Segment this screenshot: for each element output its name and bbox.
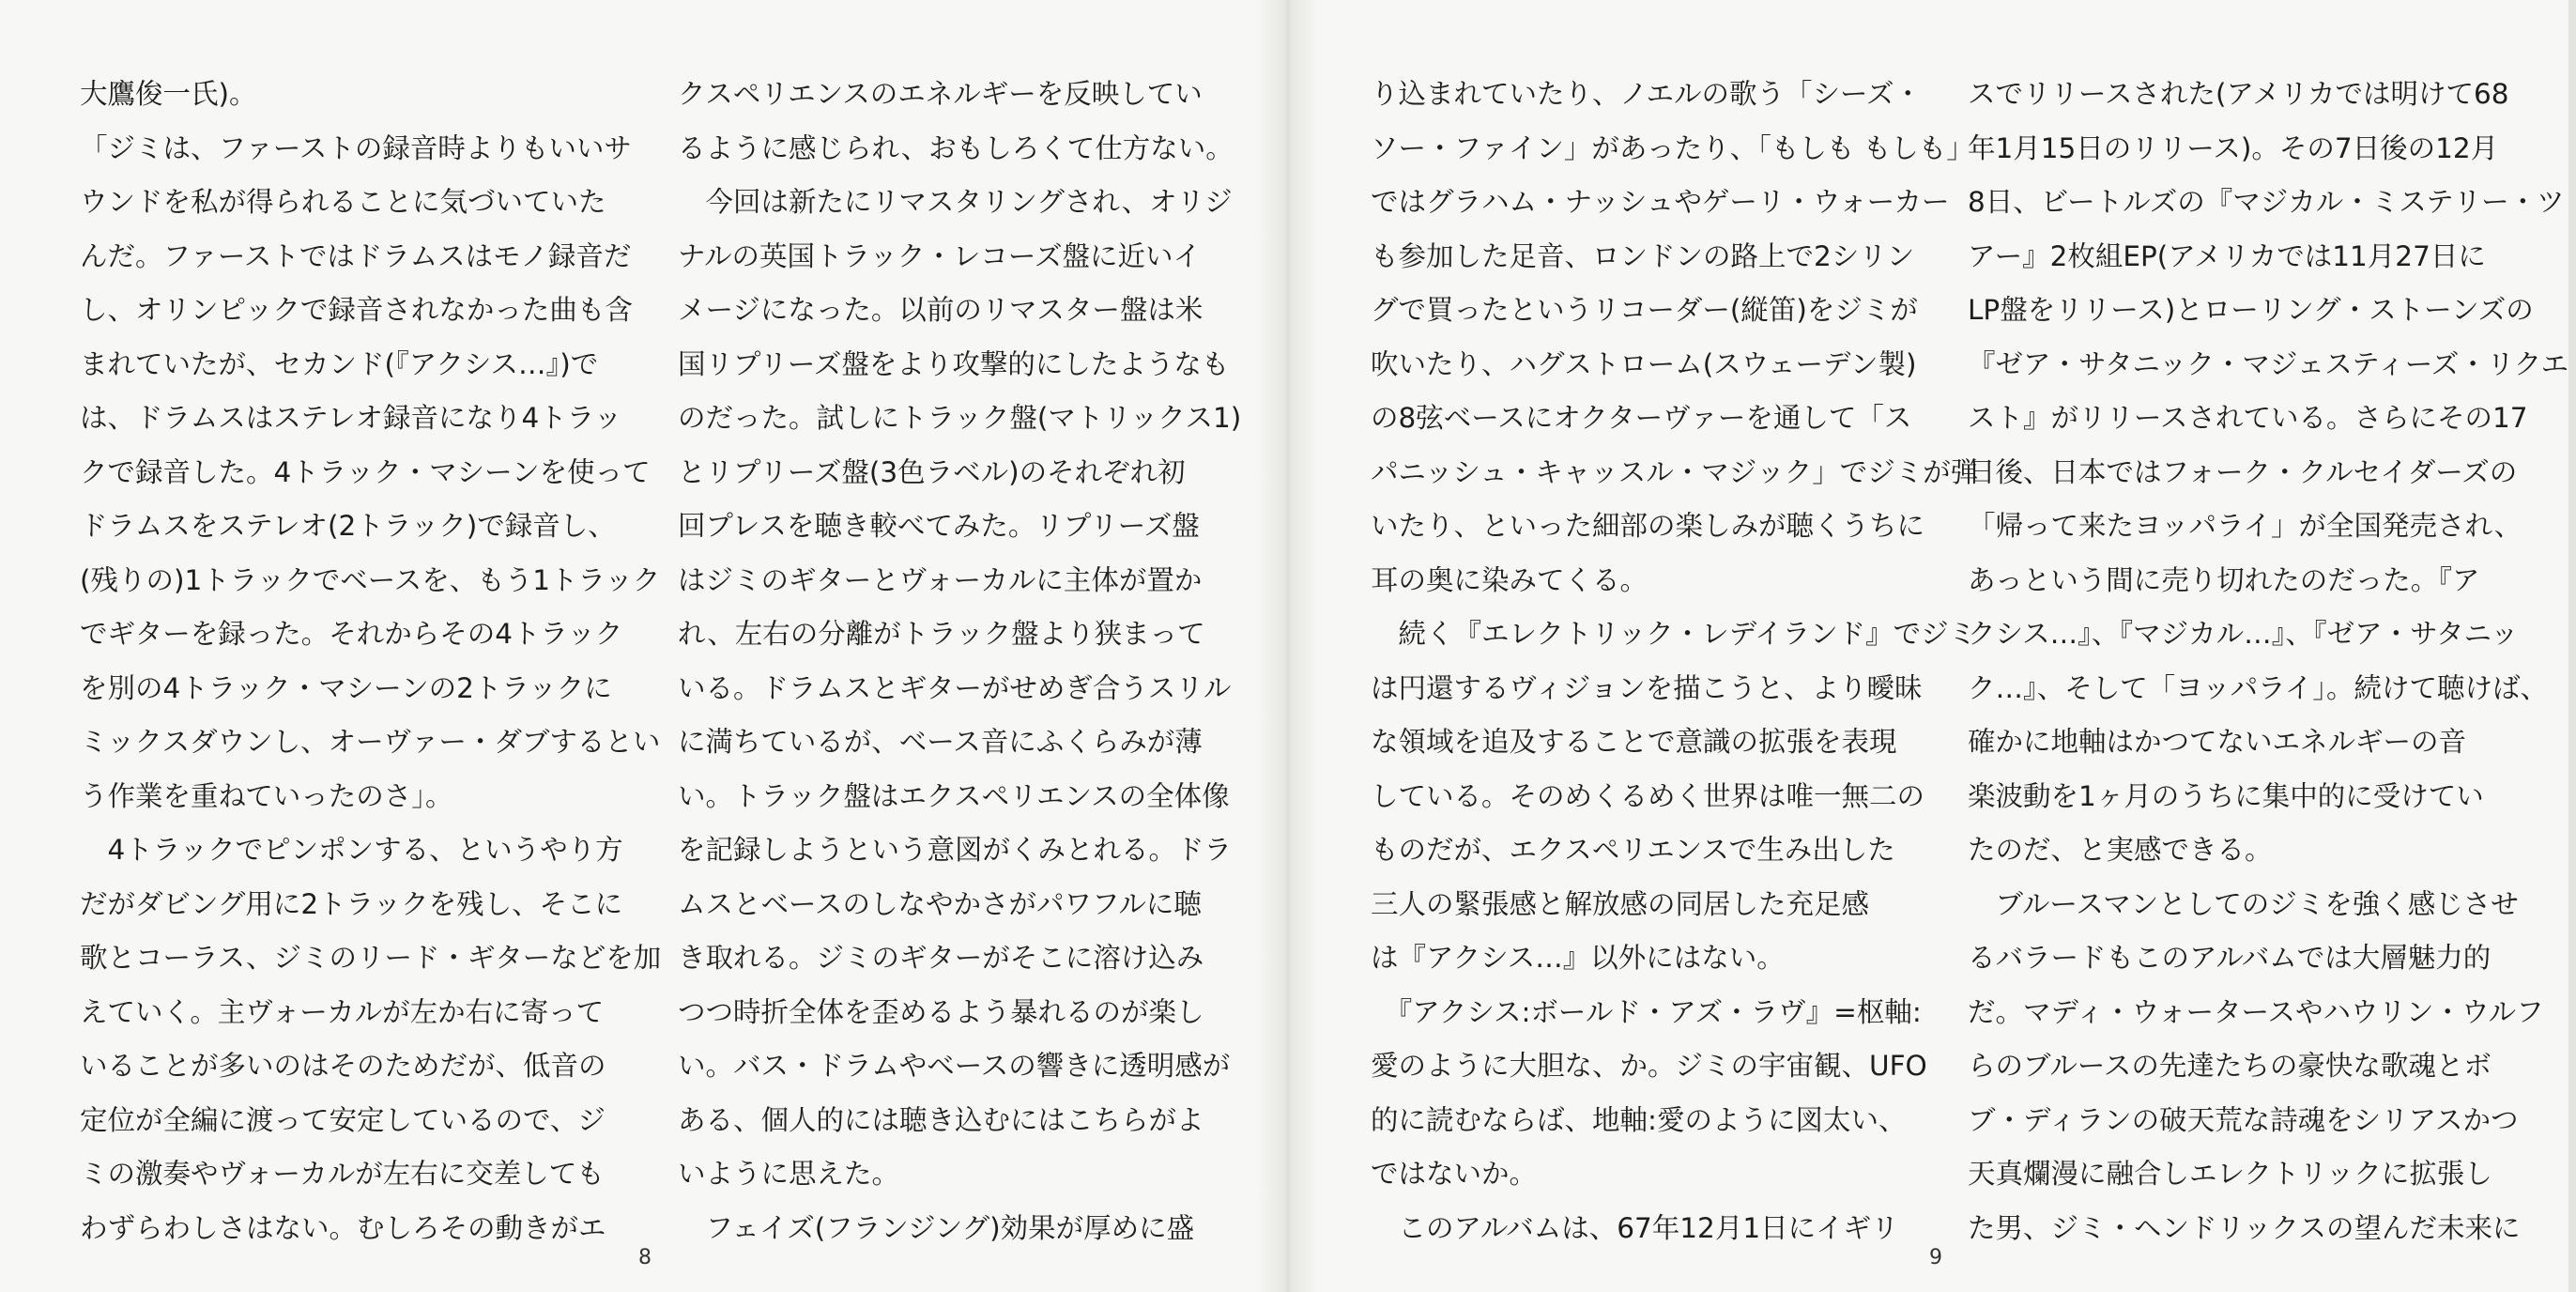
text-line: ブ・ディランの破天荒な詩魂をシリアスかつ xyxy=(1968,1103,2519,1136)
text-line: な領域を追及することで意識の拡張を表現 xyxy=(1371,726,1897,758)
text-line: ミックスダウンし、オーヴァー・ダブするとい xyxy=(80,726,661,758)
text-line: ある、個人的には聴き込むにはこちらがよ xyxy=(678,1103,1204,1136)
text-line: 「ジミは、ファーストの録音時よりもいいサ xyxy=(80,131,632,164)
text-line: 年1月15日のリリース)。その7日後の12月 xyxy=(1968,131,2499,164)
text-line: ドラムスをステレオ(2トラック)で録音し、 xyxy=(80,510,616,542)
text-line: クスペリエンスのエネルギーを反映してい xyxy=(678,78,1203,110)
text-line: スでリリースされた(アメリカでは明けて68 xyxy=(1968,78,2509,110)
text-line: 今回は新たにリマスタリングされ、オリジ xyxy=(678,186,1233,218)
text-line: い。トラック盤はエクスペリエンスの全体像 xyxy=(678,779,1230,812)
text-line: の8弦ベースにオクターヴァーを通して「ス xyxy=(1371,402,1912,434)
text-line: クシス…』、『マジカル…』、『ゼア・サタニッ xyxy=(1968,618,2519,650)
text-line: はジミのギターとヴォーカルに主体が置か xyxy=(678,563,1203,596)
page-8-column-1 xyxy=(80,68,662,1255)
text-line: は『アクシス…』以外にはない。 xyxy=(1371,942,1785,974)
text-line: だがダビング用に2トラックを残し、そこに xyxy=(80,887,623,920)
text-line: い。バス・ドラムやベースの響きに透明感が xyxy=(678,1050,1231,1082)
text-line: 愛のように大胆な、か。ジミの宇宙観、UFO xyxy=(1371,1050,1927,1082)
text-line: に満ちているが、ベース音にふくらみが薄 xyxy=(678,726,1203,758)
text-line: 耳の奥に染みてくる。 xyxy=(1371,563,1648,596)
text-line: 確かに地軸はかつてないエネルギーの音 xyxy=(1968,726,2467,758)
text-line: フェイズ(フランジング)効果が厚めに盛 xyxy=(678,1211,1195,1244)
page-9-column-2 xyxy=(1968,68,2569,1255)
text-line: している。そのめくるめく世界は唯一無二の xyxy=(1371,779,1925,812)
text-line: わずらわしさはない。むしろその動きがエ xyxy=(80,1211,606,1244)
text-line: らのブルースの先達たちの豪快な歌魂とボ xyxy=(1968,1050,2492,1082)
text-line: ではグラハム・ナッシュやゲーリ・ウォーカー xyxy=(1371,186,1950,218)
text-line: 続く『エレクトリック・レデイランド』でジミ xyxy=(1371,618,1977,650)
text-line: を記録しようという意図がくみとれる。ドラ xyxy=(678,834,1233,866)
text-line: ものだが、エクスペリエンスで生み出した xyxy=(1371,834,1895,866)
text-line: き取れる。ジミのギターがそこに溶け込み xyxy=(678,942,1204,974)
text-line: メージになった。以前のリマスター盤は米 xyxy=(678,294,1204,326)
text-line: 『ゼア・サタニック・マジェスティーズ・リクエ xyxy=(1968,347,2569,380)
text-line: 定位が全編に渡って安定しているので、ジ xyxy=(80,1103,606,1136)
book-gutter xyxy=(1258,0,1318,1292)
text-line: グで買ったというリコーダー(縦笛)をジミが xyxy=(1371,294,1918,326)
text-line: 三人の緊張感と解放感の同居した充足感 xyxy=(1371,887,1870,920)
text-line: も参加した足音、ロンドンの路上で2シリン xyxy=(1371,239,1915,272)
text-line: つつ時折全体を歪めるよう暴れるのが楽し xyxy=(678,995,1204,1028)
text-line: 大鷹俊一氏)。 xyxy=(80,78,257,110)
text-line: 『アクシス:ボールド・アズ・ラヴ』=枢軸: xyxy=(1371,995,1922,1028)
text-line: いたり、といった細部の楽しみが聴くうちに xyxy=(1371,510,1925,542)
text-line: を別の4トラック・マシーンの2トラックに xyxy=(80,671,612,704)
text-line: とリプリーズ盤(3色ラベル)のそれぞれ初 xyxy=(678,455,1186,488)
text-line: れ、左右の分離がトラック盤より狭まって xyxy=(678,618,1205,650)
page-number-8: 8 xyxy=(638,1246,652,1269)
text-line: えていく。主ヴォーカルが左か右に寄って xyxy=(80,995,605,1028)
text-line: るバラードもこのアルバムでは大層魅力的 xyxy=(1968,942,2492,974)
text-line: いることが多いのはそのためだが、低音の xyxy=(80,1050,606,1082)
text-line: 「帰って来たヨッパライ」が全国発売され、 xyxy=(1968,510,2522,542)
text-line: たのだ、と実感できる。 xyxy=(1968,834,2273,866)
text-line: 回プレスを聴き較べてみた。リプリーズ盤 xyxy=(678,510,1200,542)
text-line: は円還するヴィジョンを描こうと、より曖昧 xyxy=(1371,671,1923,704)
text-line: (残りの)1トラックでベースを、もう1トラック xyxy=(80,563,661,596)
text-line: ミの激奏やヴォーカルが左右に交差しても xyxy=(80,1158,605,1190)
text-line: クで録音した。4トラック・マシーンを使って xyxy=(80,455,651,488)
text-line: は、ドラムスはステレオ録音になり4トラッ xyxy=(80,402,622,434)
page-number-9: 9 xyxy=(1929,1246,1942,1269)
text-line: 日後、日本ではフォーク・クルセイダーズの xyxy=(1968,455,2518,488)
text-line: 4トラックでピンポンする、というやり方 xyxy=(80,834,623,866)
text-line: のだった。試しにトラック盤(マトリックス1) xyxy=(678,402,1242,434)
text-line: でギターを録った。それからその4トラック xyxy=(80,618,623,650)
text-line: う作業を重ねていったのさ」。 xyxy=(80,779,453,812)
text-line: まれていたが、セカンド(『アクシス…』)で xyxy=(80,347,599,380)
text-line: いる。ドラムスとギターがせめぎ合うスリル xyxy=(678,671,1232,704)
text-line: し、オリンピックで録音されなかった曲も含 xyxy=(80,294,633,326)
text-line: いように思えた。 xyxy=(678,1158,900,1190)
text-line: ではないか。 xyxy=(1371,1158,1538,1190)
page-9-column-1 xyxy=(1371,68,1979,1255)
text-line: ナルの英国トラック・レコーズ盤に近いイ xyxy=(678,239,1201,272)
text-line: スト』がリリースされている。さらにその17 xyxy=(1968,402,2528,434)
page-edge xyxy=(2568,0,2576,1292)
text-line: 国リプリーズ盤をより攻撃的にしたようなも xyxy=(678,347,1230,380)
text-line: ク…』、そして「ヨッパライ」。続けて聴けば、 xyxy=(1968,671,2549,704)
text-line: 的に読むならば、地軸:愛のように図太い、 xyxy=(1371,1103,1907,1136)
text-line: るように感じられ、おもしろくて仕方ない。 xyxy=(678,131,1234,164)
text-line: 天真爛漫に融合しエレクトリックに拡張し xyxy=(1968,1158,2492,1190)
text-line: ウンドを私が得られることに気づいていた xyxy=(80,186,606,218)
text-line: り込まれていたり、ノエルの歌う「シーズ・ xyxy=(1371,78,1923,110)
text-line: ソー・ファイン」があったり、「もしも もしも」 xyxy=(1371,131,1974,164)
text-line: ムスとベースのしなやかさがパワフルに聴 xyxy=(678,887,1202,920)
text-line: だ。マディ・ウォータースやハウリン・ウルフ xyxy=(1968,995,2544,1028)
text-line: あっという間に売り切れたのだった。『ア xyxy=(1968,563,2480,596)
text-line: んだ。ファーストではドラムスはモノ録音だ xyxy=(80,239,632,272)
text-line: このアルバムは、67年12月1日にイギリ xyxy=(1371,1211,1899,1244)
text-line: 吹いたり、ハグストローム(スウェーデン製) xyxy=(1371,347,1917,380)
text-line: 楽波動を1ヶ月のうちに集中的に受けてい xyxy=(1968,779,2484,812)
text-line: 歌とコーラス、ジミのリード・ギターなどを加 xyxy=(80,942,662,974)
text-line: 8日、ビートルズの『マジカル・ミステリー・ツ xyxy=(1968,186,2565,218)
text-line: ブルースマンとしてのジミを強く感じさせ xyxy=(1968,887,2519,920)
text-line: LP盤をリリース)とローリング・ストーンズの xyxy=(1968,294,2534,326)
text-line: た男、ジミ・ヘンドリックスの望んだ未来に xyxy=(1968,1211,2521,1244)
text-line: パニッシュ・キャッスル・マジック」でジミが弾 xyxy=(1371,455,1979,488)
page-8-column-2 xyxy=(678,68,1241,1255)
text-line: アー』2枚組EP(アメリカでは11月27日に xyxy=(1968,239,2486,272)
